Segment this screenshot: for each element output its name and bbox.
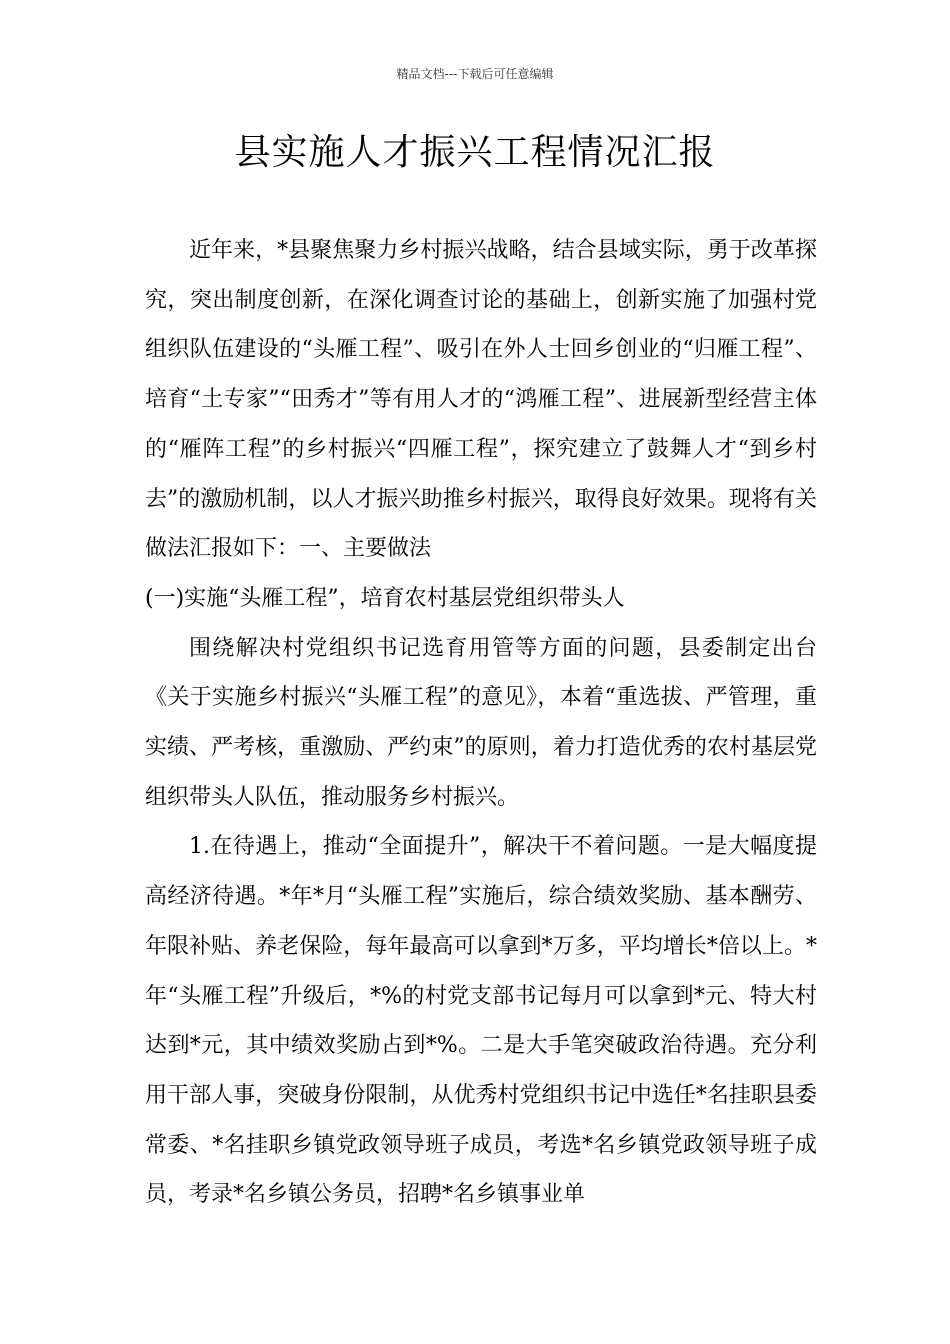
document-title: 县实施人才振兴工程情况汇报 — [234, 132, 716, 173]
section-heading: (一)实施“头雁工程”，培育农村基层党组织带头人 — [145, 585, 625, 611]
paragraph-policy: 围绕解决村党组织书记选育用管等方面的问题，县委制定出台《关于实施乡村振兴“头雁工程”的意见》，本着“重选拔、严管理，重实绩、严考核，重激励、严约束”的原则，着力打造优秀的农村基层党组织带头人队伍，推动服务乡村振兴。 — [145, 635, 817, 810]
document-body — [145, 226, 817, 1220]
paragraph-intro: 近年来，*县聚焦聚力乡村振兴战略，结合县域实际，勇于改革探究，突出制度创新，在深化调查讨论的基础上，创新实施了加强村党组织队伍建设的“头雁工程”、吸引在外人士回乡创业的“归雁工程”、培育“土专家”“田秀才”等有用人才的“鸿雁工程”、进展新型经营主体的“雁阵工程”的乡村振兴“四雁工程”，探究建立了鼓舞人才“到乡村去”的激励机制，以人才振兴助推乡村振兴，取得良好效果。现将有关做法汇报如下：一、主要做法 — [145, 238, 817, 562]
page-header: 精品文档---下载后可任意编辑 — [396, 67, 554, 81]
paragraph-treatment: 1.在待遇上，推动“全面提升”，解决干不着问题。一是大幅度提高经济待遇。*年*月“头雁工程”实施后，综合绩效奖励、基本酬劳、年限补贴、养老保险，每年最高可以拿到*万多，平均增长*倍以上。*年“头雁工程”升级后，*%的村党支部书记每月可以拿到*元、特大村达到*元，其中绩效奖励占到*%。二是大手笔突破政治待遇。充分利用干部人事，突破身份限制，从优秀村党组织书记中选任*名挂职县委常委、*名挂职乡镇党政领导班子成员，考选*名乡镇党政领导班子成员，考录*名乡镇公务员，招聘*名乡镇事业单 — [145, 834, 817, 1208]
